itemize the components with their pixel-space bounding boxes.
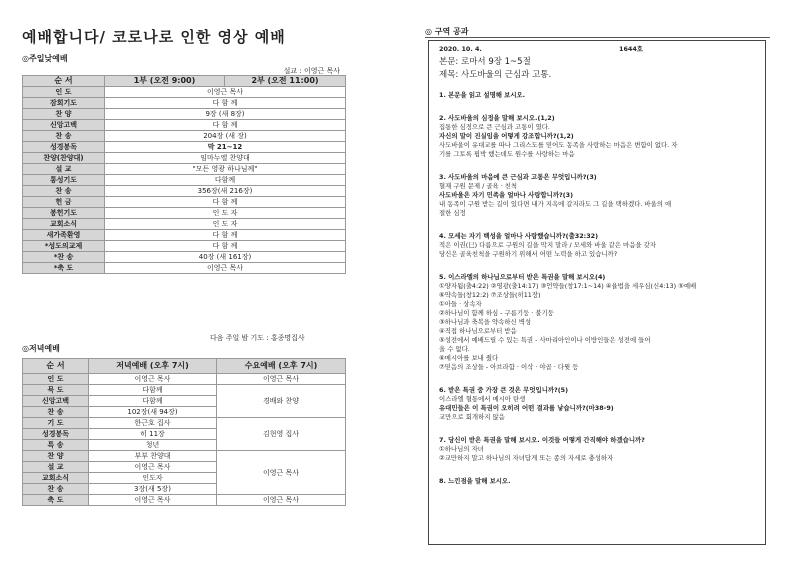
lesson-line: ②교만하지 말고 하나님의 자녀답게 또는 종의 자세로 충성하자 [439, 454, 614, 462]
lesson-line: 혈재 구원 문제 / 골육 · 친척 [439, 182, 518, 190]
lesson-issue: 1644호 [619, 45, 643, 53]
sunday-evening-value: 히 11장 [89, 429, 217, 440]
wednesday-value: 김현영 집사 [217, 418, 346, 451]
row-label: 잠회기도 [23, 98, 105, 109]
table-row [23, 142, 346, 153]
row-label: *찬 송 [23, 252, 105, 263]
sunday-evening-value: 이영근 목사 [89, 374, 217, 385]
row-value: 이영근 목사 [105, 263, 346, 274]
lesson-line: 4. 모세는 자기 백성을 얼마나 사랑했습니까?(출32:32) [439, 232, 599, 240]
lesson-line: 5. 이스라엘의 하나님으로부터 받은 특권을 말해 보시오(4) [439, 273, 606, 281]
lesson-text-ref: 본문: 로마서 9장 1~5절 [439, 57, 531, 67]
table-row [23, 374, 346, 385]
sunday-evening-value: 이영근 목사 [89, 495, 217, 506]
sunday-evening-value: 3장(새 5장) [89, 484, 217, 495]
row-value: 40장 (새 161장) [105, 252, 346, 263]
header-cell: 순 서 [23, 359, 89, 374]
wednesday-value: 이영근 목사 [217, 451, 346, 495]
lesson-line: ②하나님이 함께 하심 - 구름기둥 · 불기둥 [439, 309, 554, 317]
wednesday-value: 이영근 목사 [217, 374, 346, 385]
row-value: 다 함 께 [105, 197, 346, 208]
sunday-evening-value: 한근호 집사 [89, 418, 217, 429]
row-label: 찬 송 [23, 186, 105, 197]
lesson-line: 올 수 없다. [439, 345, 470, 353]
lesson-line: ①양자됨(출4:22) ②영광(출14:17) ③언약들(창17:1~14) ④율법을 세우심(신4:13) ⑤예배 [439, 282, 697, 290]
row-value: 356장(새 216장) [105, 186, 346, 197]
row-label: 찬 송 [23, 407, 89, 418]
row-label: 찬 송 [23, 484, 89, 495]
row-value: 9장 (새 8장) [105, 109, 346, 120]
row-value: 임마누엘 찬양대 [105, 153, 346, 164]
row-label: 통성기도 [23, 175, 105, 186]
lesson-line: ⑦믿음의 조상들 - 아브라함 · 이삭 · 야곱 · 다윗 등 [439, 363, 579, 371]
row-label: 축 도 [23, 495, 89, 506]
lesson-line: 7. 당신이 받은 특권을 말해 보시오. 이것들 어떻게 간직해야 하겠습니까? [439, 436, 645, 444]
lesson-line: 유대민들은 이 특권이 오히려 어떤 결과를 낳습니까?(마38-9) [439, 404, 614, 412]
lesson-box [428, 40, 766, 545]
evening-service-label: ◎저녁예배 [22, 344, 60, 353]
lesson-line: 자신의 말이 진실임을 어떻게 강조합니까?(1,2) [439, 132, 574, 140]
lesson-line: 8. 느낀점을 말해 보시오. [439, 477, 511, 485]
row-label: 신앙고백 [23, 396, 89, 407]
row-label: 찬양(찬양대) [23, 153, 105, 164]
lesson-line: ①아들 · 상속자 [439, 300, 482, 308]
table-row [23, 98, 346, 109]
lesson-section-label: ◎ 구역 공과 [425, 27, 469, 36]
row-value: 다 함 께 [105, 120, 346, 131]
wednesday-value: 경배와 찬양 [217, 385, 346, 418]
divider [425, 37, 770, 38]
row-value: 막 21~12 [105, 142, 346, 153]
lesson-line: 내 동족이 구원 받는 길이 있다면 내가 지옥에 갈지라도 그 길을 택하겠다. 바울의 애 [439, 200, 672, 208]
row-value: 인 도 자 [105, 208, 346, 219]
header-cell: 수요예배 (오후 7시) [217, 359, 346, 374]
sunday-evening-value: 다함께 [89, 385, 217, 396]
lesson-line: ③하나님과 축복을 약속하신 벽성 [439, 318, 532, 326]
sunday-service-table [22, 75, 346, 274]
lesson-date: 2020. 10. 4. [439, 45, 482, 53]
table-row [23, 197, 346, 208]
table-row [23, 252, 346, 263]
table-row [23, 186, 346, 197]
header-cell: 2부 (오전 11:00) [225, 76, 346, 87]
lesson-line: ④직접 하나님으로부터 받음 [439, 327, 517, 335]
table-row [23, 164, 346, 175]
table-row [23, 109, 346, 120]
lesson-subject: 제목: 사도바울의 근심과 고통. [439, 70, 552, 80]
table-row [23, 208, 346, 219]
row-label: *성도의교제 [23, 241, 105, 252]
table-row [23, 76, 346, 87]
lesson-line: 사도바울이 유대교를 따나 그리스도를 믿어도 동족을 사랑하는 마음은 변함이 없다. 자 [439, 141, 678, 149]
row-label: 성경봉독 [23, 429, 89, 440]
row-label: 신앙고백 [23, 120, 105, 131]
sunday-evening-value: 청년 [89, 440, 217, 451]
lesson-line: ⑥메시아를 보내 줬다 [439, 354, 499, 362]
row-value: 다 함 께 [105, 98, 346, 109]
sunday-service-label: ◎주일낮예배 [22, 54, 68, 63]
lesson-line: 절한 심정 [439, 209, 466, 217]
row-label: 찬 양 [23, 109, 105, 120]
wednesday-value: 이영근 목사 [217, 495, 346, 506]
table-row [23, 230, 346, 241]
table-row [23, 451, 346, 462]
row-label: 찬 송 [23, 131, 105, 142]
lesson-line: 2. 사도바울의 심정을 말해 보시오.(1,2) [439, 114, 555, 122]
table-row [23, 359, 346, 374]
lesson-line: ⑤성전에서 예배드릴 수 있는 특권 - 사마리아인이나 이방인들은 성전에 들어 [439, 336, 651, 344]
sunday-evening-value: 인도자 [89, 473, 217, 484]
table-row [23, 131, 346, 142]
table-row [23, 153, 346, 164]
lesson-line: 3. 사도바울의 마음에 큰 근심과 고통은 무엇입니까?(3) [439, 173, 597, 181]
row-value: 다 함 께 [105, 241, 346, 252]
lesson-line: 교만으로 회개하지 않음 [439, 413, 505, 421]
lesson-line: ①하나님의 자녀 [439, 445, 484, 453]
sermon-by: 설교 : 이영근 목사 [283, 67, 340, 75]
row-label: 성경봉독 [23, 142, 105, 153]
sunday-evening-value: 부부 찬양대 [89, 451, 217, 462]
table-row [23, 175, 346, 186]
row-label: 설 교 [23, 164, 105, 175]
row-label: 교회소식 [23, 219, 105, 230]
row-label: 인 도 [23, 87, 105, 98]
row-value: "모든 영광 하나님께" [105, 164, 346, 175]
lesson-line: 이스라엘 혈통에서 메시아 탄생 [439, 395, 526, 403]
table-row [23, 263, 346, 274]
row-label: 교회소식 [23, 473, 89, 484]
table-row [23, 495, 346, 506]
lesson-line: 기를 그토록 핍박 했는데도 원수를 사랑하는 마음 [439, 150, 575, 158]
row-label: 묵 도 [23, 385, 89, 396]
row-label: 봉헌기도 [23, 208, 105, 219]
table-row [23, 87, 346, 98]
table-row [23, 385, 346, 396]
sunday-evening-value: 이영근 목사 [89, 462, 217, 473]
lesson-line: 1. 본문을 읽고 설명해 보시오. [439, 91, 526, 99]
header-cell: 1부 (오전 9:00) [105, 76, 225, 87]
table-row [23, 241, 346, 252]
row-label: *축 도 [23, 263, 105, 274]
row-value: 204장 (새 장) [105, 131, 346, 142]
row-label: 찬 양 [23, 451, 89, 462]
evening-service-table [22, 358, 346, 506]
next-week-prayer: 다음 주일 밤 기도 : 홍종명집사 [210, 334, 305, 342]
row-value: 인 도 자 [105, 219, 346, 230]
lesson-line: 사도바울은 자기 민족을 얼마나 사랑합니까?(3) [439, 191, 574, 199]
row-label: 헌 금 [23, 197, 105, 208]
header-cell: 저녁예배 (오후 7시) [89, 359, 217, 374]
header-cell: 순 서 [23, 76, 105, 87]
row-label: 특 송 [23, 440, 89, 451]
lesson-line: 6. 받은 특권 중 가장 큰 것은 무엇입니까?(5) [439, 386, 569, 394]
bulletin-title: 예배합니다/ 코로나로 인한 영상 예배 [22, 28, 286, 46]
lesson-line: ⑥약속들(창12:2) ⑦조상들(히11장) [439, 291, 541, 299]
row-label: 설 교 [23, 462, 89, 473]
lesson-line: 적은 이권(巳) 다름으로 구원의 길을 막지 말라 / 모세와 바울 같은 마음을 갖자 [439, 241, 656, 249]
row-label: 기 도 [23, 418, 89, 429]
sunday-evening-value: 다함께 [89, 396, 217, 407]
lesson-line: 당신은 골육친척을 구원하기 위해서 어떤 노력을 하고 있습니까? [439, 250, 618, 258]
sunday-evening-value: 102장(새 94장) [89, 407, 217, 418]
row-value: 다함께 [105, 175, 346, 186]
lesson-line: 집통한 심정으로 큰 근심과 고통이 였다. [439, 123, 550, 131]
row-label: 새가족환영 [23, 230, 105, 241]
row-value: 이영근 목사 [105, 87, 346, 98]
table-row [23, 219, 346, 230]
table-row [23, 418, 346, 429]
table-row [23, 120, 346, 131]
row-label: 인 도 [23, 374, 89, 385]
row-value: 다 함 께 [105, 230, 346, 241]
